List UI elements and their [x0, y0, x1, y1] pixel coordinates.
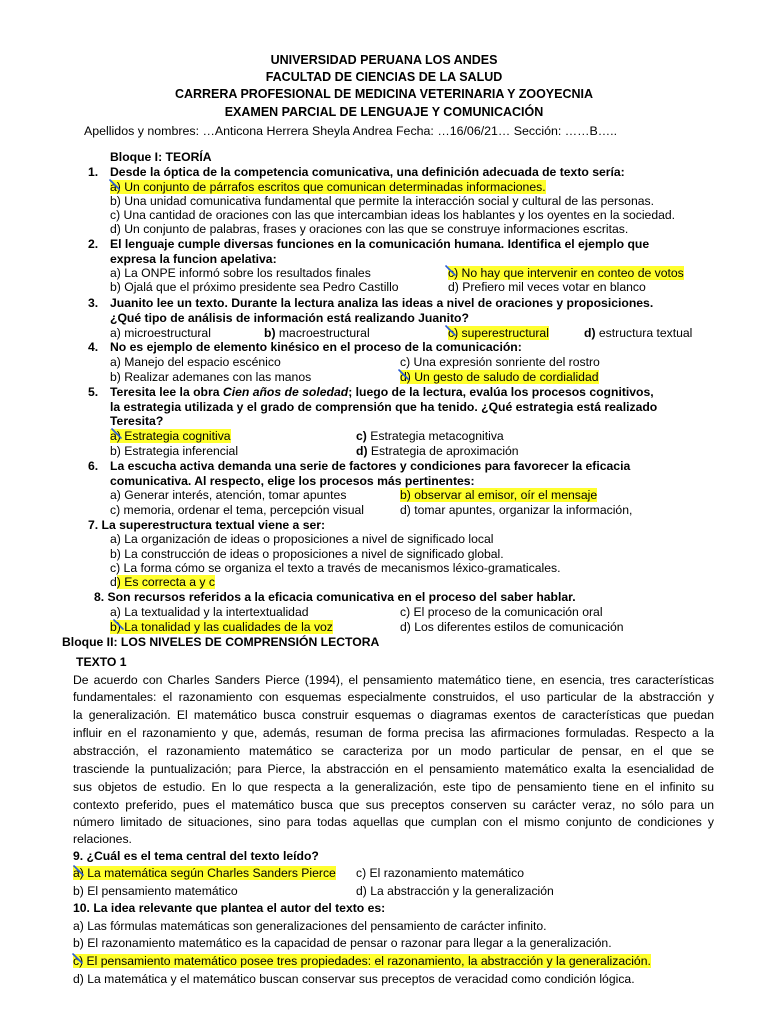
paragraph-line: De acuerdo con Charles Sanders Pierce (1994), el pensamiento matemático tiene, en esencia, tres características	[73, 673, 714, 687]
q3-option-d: d) estructura textual	[584, 326, 693, 340]
q8-option-b	[110, 620, 333, 634]
q1-number: 1.	[88, 165, 99, 179]
pen-check-icon	[444, 323, 458, 337]
q5-option-b: b) Estrategia inferencial	[110, 444, 239, 458]
q9-option-c: c) El razonamiento matemático	[356, 866, 524, 880]
q3-option-b: b) macroestructural	[264, 326, 370, 340]
highlighted-answer: a) Un conjunto de párrafos escritos que comunican determinadas informaciones.	[110, 180, 546, 194]
faculty-title: FACULTAD DE CIENCIAS DE LA SALUD	[265, 70, 503, 84]
paragraph-line: contexto preferido, pues el matemático busca que sus preceptos conserven su carácter veraz, no sólo para un	[73, 798, 714, 812]
paragraph-line: trasciende la puntualización; para Pierce, la abstracción en el pensamiento matemático exalta la esencialidad de	[73, 762, 714, 776]
q10-option-b: b) El razonamiento matemático es la capacidad de pensar o razonar para llegar a la generalización.	[73, 936, 612, 950]
q9-text: 9. ¿Cuál es el tema central del texto leído?	[73, 849, 319, 863]
q1-text: Desde la óptica de la competencia comunicativa, una definición adecuada de texto sería:	[110, 165, 625, 179]
q8-option-c: c) El proceso de la comunicación oral	[400, 605, 603, 619]
q8-option-a: a) La textualidad y la intertextualidad	[110, 605, 309, 619]
q2-option-a: a) La ONPE informó sobre los resultados finales	[110, 266, 371, 280]
q3-text-line1: Juanito lee un texto. Durante la lectura analiza las ideas a nivel de oraciones y proposiciones.	[110, 296, 654, 310]
q10-option-c	[73, 954, 651, 968]
pen-check-icon	[72, 863, 86, 877]
q10-option-d: d) La matemática y el matemático buscan conservar sus preceptos de veracidad como condición lógica.	[73, 972, 635, 986]
work-title: Cien años de soledad	[222, 385, 349, 399]
q1-option-d: d) Un conjunto de palabras, frases y oraciones con las que se construye informaciones escritas.	[110, 222, 629, 236]
q7-text: 7. La superestructura textual viene a ser:	[88, 518, 326, 532]
highlighted-answer: ) Es correcta a y c	[116, 575, 215, 589]
q3-option-c	[448, 326, 549, 340]
q7-option-b: b) La construcción de ideas o proposiciones a nivel de significado global.	[110, 547, 504, 561]
q5-option-c: c) Estrategia metacognitiva	[356, 429, 504, 443]
q4-option-c: c) Una expresión sonriente del rostro	[400, 355, 600, 369]
q4-text: No es ejemplo de elemento kinésico en el proceso de la comunicación:	[110, 340, 522, 354]
q5-text-line2: la estrategia utilizada y el grado de comprensión que ha tenido. ¿Qué estrategia está realizado	[110, 400, 658, 414]
highlighted-answer: a) La matemática según Charles Sanders Pierce	[73, 866, 336, 880]
q6-option-c: c) memoria, ordenar el tema, percepción visual	[110, 503, 365, 517]
q10-text: 10. La idea relevante que plantea el autor del texto es:	[73, 901, 386, 915]
q4-option-a: a) Manejo del espacio escénico	[110, 355, 281, 369]
bloque2-title: Bloque II: LOS NIVELES DE COMPRENSIÓN LECTORA	[62, 635, 380, 649]
q4-option-d	[400, 370, 599, 384]
q5-number: 5.	[88, 385, 99, 399]
highlighted-answer: c) superestructural	[448, 326, 549, 340]
paragraph-line: abstracción, el razonamiento matemático se caracteriza por un modo particular de pensar, en el que se	[73, 744, 714, 758]
q7-option-a: a) La organización de ideas o proposiciones a nivel de significado local	[110, 532, 494, 546]
q6-option-d: d) tomar apuntes, organizar la información,	[400, 503, 633, 517]
paragraph-line: sus objetos de estudio. En lo que respecta a la generalización, este tipo de pensamiento tiene en el infinito su	[73, 780, 714, 794]
q5-text-line3: Teresita?	[110, 414, 164, 428]
q6-option-b	[400, 488, 597, 502]
highlighted-answer: a) Estrategia cognitiva	[110, 429, 231, 443]
q5-option-a	[110, 429, 231, 443]
highlighted-answer: c) No hay que intervenir en conteo de votos	[448, 266, 684, 280]
q2-option-b: b) Ojalá que el próximo presidente sea Pedro Castillo	[110, 280, 399, 294]
q4-option-b: b) Realizar ademanes con las manos	[110, 370, 312, 384]
q6-option-a: a) Generar interés, atención, tomar apuntes	[110, 488, 347, 502]
q2-text-line2: expresa la funcion apelativa:	[110, 252, 277, 266]
q2-number: 2.	[88, 237, 99, 251]
pen-check-icon	[397, 367, 411, 381]
q1-option-a	[110, 180, 546, 194]
paragraph-line: número limitado de situaciones, sino para todas aquellas que cumplan con el mismo conjunto de condiciones y	[73, 815, 714, 829]
q4-number: 4.	[88, 340, 99, 354]
q3-text-line2: ¿Qué tipo de análisis de información está realizando Juanito?	[110, 311, 469, 325]
highlighted-answer: b) observar al emisor, oír el mensaje	[400, 488, 598, 502]
highlighted-answer: b) La tonalidad y las cualidades de la voz	[110, 620, 333, 634]
q7-option-d: d) Es correcta a y c	[110, 575, 215, 589]
q9-option-d: d) La abstracción y la generalización	[356, 884, 554, 898]
q8-option-d: d) Los diferentes estilos de comunicación	[400, 620, 624, 634]
pen-check-icon	[71, 951, 85, 965]
student-info: Apellidos y nombres: …Anticona Herrera Sheyla Andrea Fecha: …16/06/21… Sección: ……B…..	[84, 124, 618, 138]
university-title: UNIVERSIDAD PERUANA LOS ANDES	[270, 53, 498, 67]
paragraph-line: la generalización. El matemático busca construir esquemas o diagramas exentos de características que puedan	[73, 708, 714, 722]
career-title: CARRERA PROFESIONAL DE MEDICINA VETERINARIA Y ZOOYECNIA	[174, 87, 594, 101]
pen-check-icon	[108, 177, 122, 191]
q6-text-line1: La escucha activa demanda una serie de factores y condiciones para favorecer la eficacia	[110, 459, 631, 473]
q2-text-line1: El lenguaje cumple diversas funciones en la comunicación humana. Identifica el ejemplo que	[110, 237, 650, 251]
highlighted-answer: d) Un gesto de saludo de cordialidad	[400, 370, 599, 384]
q1-option-b: b) Una unidad comunicativa fundamental que permite la interacción social y cultural de las personas.	[110, 194, 654, 208]
q2-option-d: d) Prefiero mil veces votar en blanco	[448, 280, 646, 294]
q10-option-a: a) Las fórmulas matemáticas son generalizaciones del pensamiento de carácter infinito.	[73, 919, 547, 933]
texto1-title: TEXTO 1	[76, 655, 127, 669]
pen-check-icon	[444, 263, 458, 277]
pen-check-icon	[110, 426, 124, 440]
q2-option-c	[448, 266, 684, 280]
q9-option-b: b) El pensamiento matemático	[73, 884, 238, 898]
q6-number: 6.	[88, 459, 99, 473]
bloque1-title: Bloque I: TEORÍA	[110, 150, 212, 164]
q3-option-a: a) microestructural	[110, 326, 211, 340]
q5-text-line1: Teresita lee la obra Cien años de soledad; luego de la lectura, evalúa los procesos cognitivos,	[110, 385, 654, 399]
q3-number: 3.	[88, 296, 99, 310]
q5-option-d: d) Estrategia de aproximación	[356, 444, 519, 458]
exam-title: EXAMEN PARCIAL DE LENGUAJE Y COMUNICACIÓN	[224, 105, 544, 119]
q1-option-c: c) Una cantidad de oraciones con las que intercambian ideas los hablantes y los oyentes en la sociedad.	[110, 208, 676, 222]
paragraph-line: fundamentales: el razonamiento con esquemas especialmente construidos, el uso particular de la abstracción y	[73, 690, 714, 704]
q9-option-a	[73, 866, 336, 880]
q6-text-line2: comunicativa. Al respecto, elige los procesos más pertinentes:	[110, 474, 475, 488]
q8-text: 8. Son recursos referidos a la eficacia comunicativa en el proceso del saber hablar.	[94, 590, 576, 604]
highlighted-answer: c) El pensamiento matemático posee tres propiedades: el razonamiento, la abstracción y la generalización.	[73, 954, 651, 968]
pen-check-icon	[112, 617, 126, 631]
q7-option-c: c) La forma cómo se organiza el texto a través de mecanismos léxico-gramaticales.	[110, 561, 561, 575]
paragraph-line: relaciones.	[73, 832, 132, 846]
paragraph-line: influir en el razonamiento y que, además, resuman de forma precisa las afirmaciones formuladas. Respecto a la	[73, 726, 714, 740]
